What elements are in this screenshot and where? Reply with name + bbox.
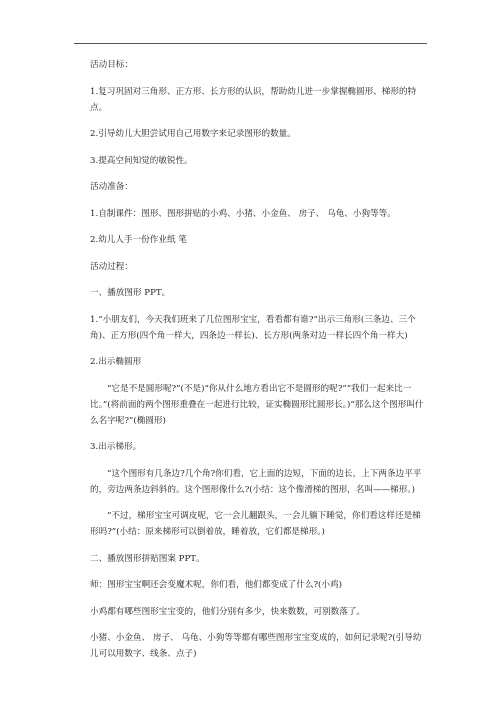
goal-item-3: 3.提高空间知觉的敏锐性。 xyxy=(90,155,193,166)
process-paragraph-shapes: 1.“小朋友们，今天我们班来了几位图形宝宝，看看都有谁?”出示三角形(三条边、三个角)、正方形(四个角一样大，四条边一样长)、长方形(两条对边一样长四个角一样大) xyxy=(90,314,416,341)
preparation-item-2: 2.幼儿人手一份作业纸 笔 xyxy=(90,235,187,245)
section-heading-preparation: 活动准备： xyxy=(90,182,133,192)
document-body xyxy=(90,57,428,671)
header-rule xyxy=(74,43,427,44)
process-paragraph-record: 小猪、小金鱼、 房子、 乌龟、小狗等等都有哪些图形宝宝变成的，如何记录呢?(引导幼儿可以用数字、线条、点子) xyxy=(90,633,422,659)
preparation-item-1: 1.自制课件：图形、图形拼贴的小鸡、小猪、小金鱼、 房子、 乌龟、小狗等等。 xyxy=(90,208,396,219)
process-paragraph-trapezoid-heading: 3.出示梯形。 xyxy=(90,442,142,452)
process-paragraph-ellipse-heading: 2.出示椭圆形 xyxy=(90,357,142,367)
process-step-1-heading: 一、播放图形 PPT。 xyxy=(90,288,171,298)
process-paragraph-trapezoid: “这个图形有几条边?几个角?你们看，它上面的边短，下面的边长，上下两条边平平的，旁边两条边斜斜的。这个图形像什么?(小结：这个像滑梯的图形，名叫——梯形。) xyxy=(90,468,422,495)
process-paragraph-trapezoid-flip: “不过，梯形宝宝可调皮呢，它一会儿翻跟头，一会儿躺下睡觉，你们看这样还是梯形吗?”(小结：原来梯形可以倒着放，睡着放，它们都是梯形。) xyxy=(90,511,421,537)
process-paragraph-magic: 师：图形宝宝啊还会变魔术呢，你们看，他们都变成了什么?(小鸡) xyxy=(90,580,342,590)
section-heading-process: 活动过程： xyxy=(90,261,133,272)
goal-item-1: 1.复习巩固对三角形、正方形、长方形的认识，帮助幼儿进一步掌握椭圆形、梯形的特点。 xyxy=(90,86,417,113)
section-heading-goals: 活动目标： xyxy=(90,60,133,70)
goal-item-2: 2.引导幼儿大胆尝试用自己用数字来记录图形的数量。 xyxy=(90,129,296,139)
process-paragraph-chick: 小鸡都有哪些图形宝宝变的，他们分别有多少，快来数数，可别数落了。 xyxy=(90,606,366,617)
process-step-2-heading: 二、播放图形拼贴图案 PPT。 xyxy=(90,553,205,564)
process-paragraph-ellipse: “它是不是圆形呢?”(不是)“你从什么地方看出它不是圆形的呢?”“我们一起来比一比。”(将前面的两个图形重叠在一起进行比较，证实椭圆形比圆形长。)“那么这个图形叫什么名字呢?”(椭圆形) xyxy=(90,383,424,426)
